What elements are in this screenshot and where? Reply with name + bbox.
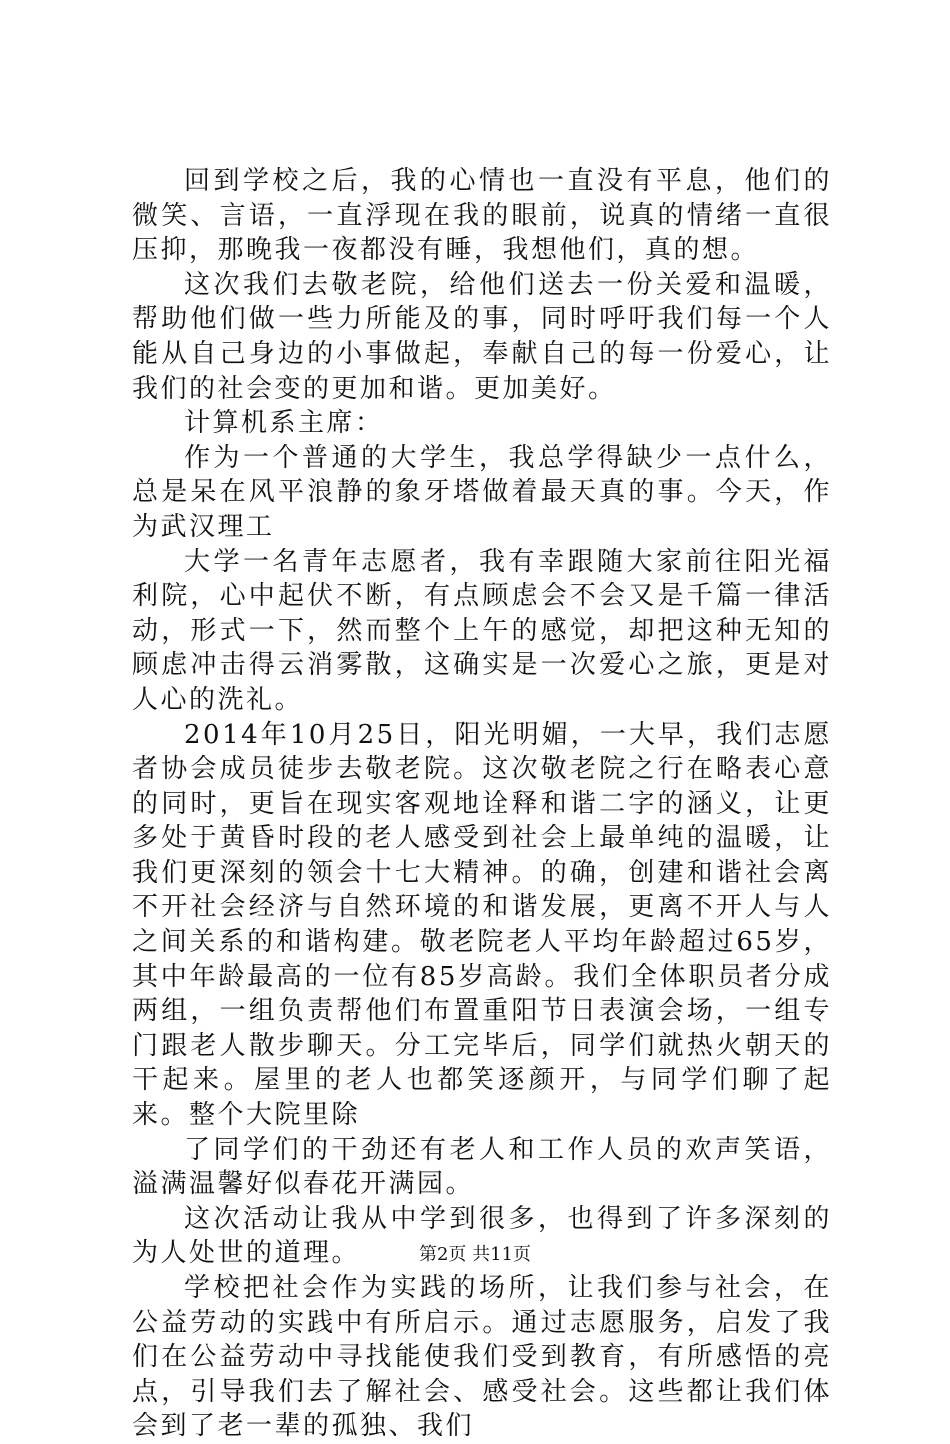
paragraph-3: 计算机系主席： xyxy=(184,408,384,439)
paragraph-8: 这次活动让我从中学到很多，也得到了许多深刻的为人处世的道理。 xyxy=(132,1203,832,1269)
paragraph-4: 作为一个普通的大学生，我总学得缺少一点什么，总是呆在风平浪静的象牙塔做着最天真的事。今天，作为武汉理工 xyxy=(132,442,832,542)
page-number-footer: 第2页 共11页 xyxy=(418,1244,532,1265)
paragraph-1: 回到学校之后，我的心情也一直没有平息，他们的微笑、言语，一直浮现在我的眼前，说真的情绪一直很压抑，那晚我一夜都没有睡，我想他们，真的想。 xyxy=(132,166,832,266)
paragraph-2: 这次我们去敬老院，给他们送去一份关爱和温暖，帮助他们做一些力所能及的事，同时呼吁我们每一个人能从自己身边的小事做起，奉献自己的每一份爱心，让我们的社会变的更加和谐。更加美好。 xyxy=(132,269,832,404)
paragraph-7: 了同学们的干劲还有老人和工作人员的欢声笑语，溢满温馨好似春花开满园。 xyxy=(132,1134,832,1200)
paragraph-5: 大学一名青年志愿者，我有幸跟随大家前往阳光福利院，心中起伏不断，有点顾虑会不会又是千篇一律活动，形式一下，然而整个上午的感觉，却把这种无知的顾虑冲击得云消雾散，这确实是一次爱心之旅，更是对人心的洗礼。 xyxy=(132,546,832,715)
paragraph-9: 学校把社会作为实践的场所，让我们参与社会，在公益劳动的实践中有所启示。通过志愿服务，启发了我们在公益劳动中寻找能使我们受到教育，有所感悟的亮点，引导我们去了解社会、感受社会。这些都让我们体会到了老一辈的孤独、我们 xyxy=(132,1273,832,1442)
paragraph-6: 2014年10月25日，阳光明媚，一大早，我们志愿者协会成员徒步去敬老院。这次敬老院之行在略表心意的同时，更旨在现实客观地诠释和谐二字的涵义，让更多处于黄昏时段的老人感受到社会上最单纯的温暖，让我们更深刻的领会十七大精神。的确，创建和谐社会离不开社会经济与自然环境的和谐发展，更离不开人与人之间关系的和谐构建。敬老院老人平均年龄超过65岁，其中年龄最高的一位有85岁高龄。我们全体职员者分成两组，一组负责帮他们布置重阳节日表演会场，一组专门跟老人散步聊天。分工完毕后，同学们就热火朝天的干起来。屋里的老人也都笑逐颜开，与同学们聊了起来。整个大院里除 xyxy=(132,719,832,1131)
